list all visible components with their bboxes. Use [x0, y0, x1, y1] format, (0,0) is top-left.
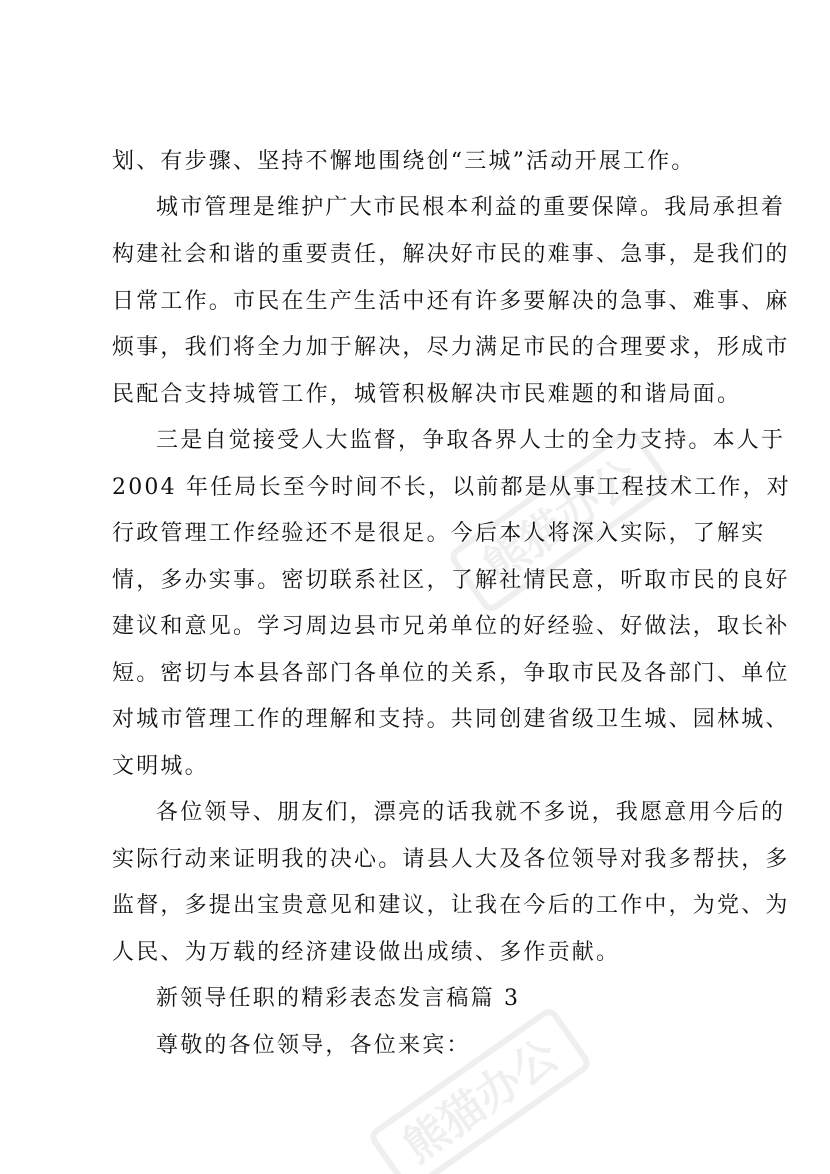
text-line-5: 烦事，我们将全力加于解决，尽力满足市民的合理要求，形成市 — [112, 335, 790, 360]
text-line-16: 实际行动来证明我的决心。请县人大及各位领导对我多帮扶，多 — [112, 847, 790, 872]
text-line-4: 日常工作。市民在生产生活中还有许多要解决的急事、难事、麻 — [112, 289, 790, 314]
text-line-8: 2004 年任局长至今时间不长，以前都是从事工程技术工作，对 — [112, 475, 791, 500]
text-line-14: 文明城。 — [112, 754, 209, 779]
text-line-3: 构建社会和谐的重要责任，解决好市民的难事、急事，是我们的 — [112, 242, 790, 267]
svg-text:熊猫办公: 熊猫办公 — [394, 1029, 568, 1173]
text-line-13: 对城市管理工作的理解和支持。共同创建省级卫生城、园林城、 — [112, 707, 790, 732]
salutation: 尊敬的各位领导，各位来宾： — [156, 1033, 471, 1058]
text-line-18: 人民、为万载的经济建设做出成绩、多作贡献。 — [112, 940, 621, 965]
text-line-6: 民配合支持城管工作，城管积极解决市民难题的和谐局面。 — [112, 382, 742, 407]
section-heading: 新领导任职的精彩表态发言稿篇 3 — [156, 986, 521, 1011]
text-line-10: 情，多办实事。密切联系社区，了解社情民意，听取市民的良好 — [112, 568, 790, 593]
text-line-17: 监督，多提出宝贵意见和建议，让我在今后的工作中，为党、为 — [112, 893, 790, 918]
text-line-9: 行政管理工作经验还不是很足。今后本人将深入实际，了解实 — [112, 521, 766, 546]
svg-text:熊猫办公: 熊猫办公 — [474, 449, 648, 593]
text-line-15: 各位领导、朋友们，漂亮的话我就不多说，我愿意用今后的 — [156, 800, 786, 825]
text-line-12: 短。密切与本县各部门各单位的关系，争取市民及各部门、单位 — [112, 661, 790, 686]
text-line-2: 城市管理是维护广大市民根本利益的重要保障。我局承担着 — [156, 195, 786, 220]
text-line-7: 三是自觉接受人大监督，争取各界人士的全力支持。本人于 — [156, 428, 786, 453]
text-line-1: 划、有步骤、坚持不懈地围绕创“三城”活动开展工作。 — [112, 149, 696, 174]
text-line-11: 建议和意见。学习周边县市兄弟单位的好经验、好做法，取长补 — [112, 614, 790, 639]
